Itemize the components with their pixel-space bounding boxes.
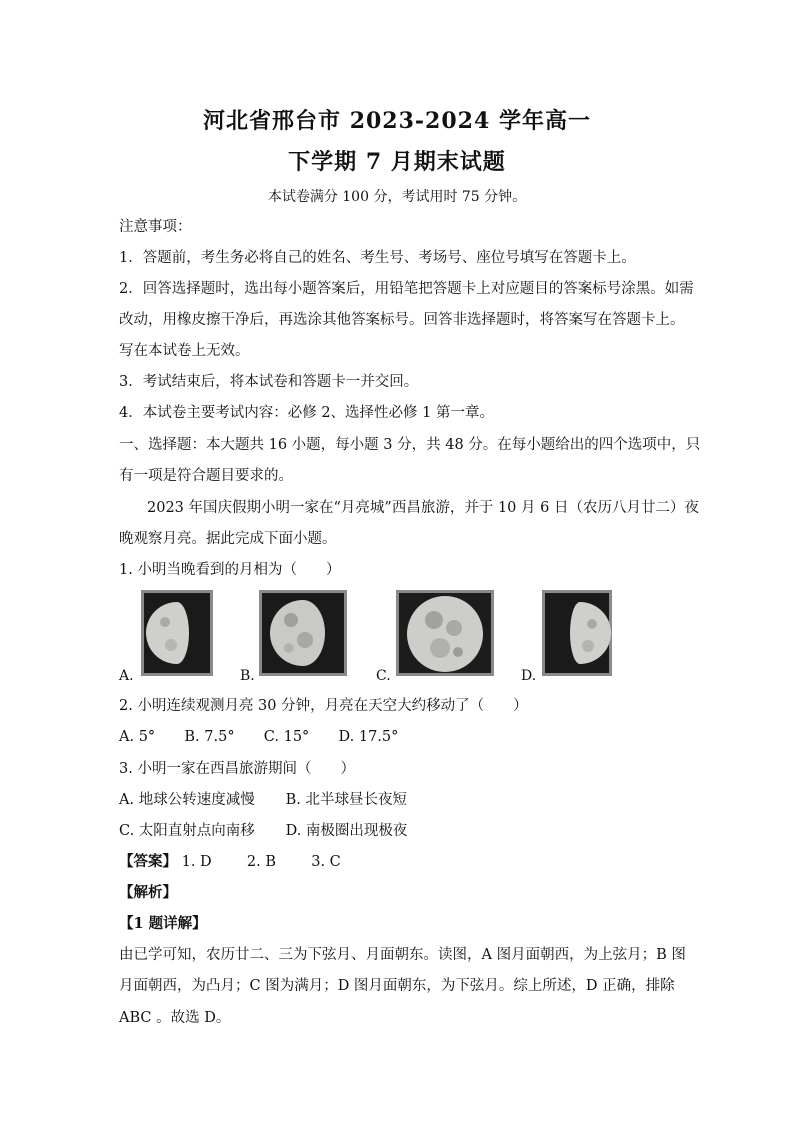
q3-options-row2 <box>119 821 407 841</box>
exam-title-line1: 河北省邢台市 2023-2024 学年高一 <box>203 108 591 134</box>
moon-photo-b <box>259 590 347 676</box>
q2-option-a: A. 5° <box>119 729 156 745</box>
answer-row <box>119 852 341 872</box>
q3-option-c: C. 太阳直射点向南移 <box>119 823 255 839</box>
q2-option-d: D. 17.5° <box>338 729 399 745</box>
note-item: 1．答题前，考生务必将自己的姓名、考生号、考场号、座位号填写在答题卡上。 <box>119 250 636 266</box>
q2-option-b: B. 7.5° <box>184 729 235 745</box>
question-1-stem: 1. 小明当晚看到的月相为（ ） <box>119 562 341 578</box>
question-2-stem: 2. 小明连续观测月亮 30 分钟，月亮在天空大约移动了（ ） <box>119 698 528 714</box>
analysis-sub-label: 【1 题详解】 <box>119 915 207 932</box>
q1-option-b: B. <box>240 668 255 684</box>
analysis-line: ABC 。故选 D。 <box>119 1010 231 1026</box>
analysis-line: 由已学可知，农历廿二、三为下弦月、月面朝东。读图，A 图月面朝西，为上弦月；B 图 <box>119 947 686 963</box>
exam-subtitle: 本试卷满分 100 分，考试用时 75 分钟。 <box>267 189 527 205</box>
answer-label: 【答案】 <box>119 853 177 870</box>
note-item: 改动，用橡皮擦干净后，再选涂其他答案标号。回答非选择题时，将答案写在答题卡上。 <box>119 312 685 328</box>
material-intro-cont: 晚观察月亮。据此完成下面小题。 <box>119 531 337 547</box>
question-3-stem: 3. 小明一家在西昌旅游期间（ ） <box>119 761 355 777</box>
answer-item: 2. B <box>246 854 277 870</box>
q2-option-c: C. 15° <box>263 729 310 745</box>
moon-photo-d <box>542 590 612 676</box>
analysis-line: 月面朝西，为凸月；C 图为满月；D 图月面朝东，为下弦月。综上所述，D 正确，排除 <box>119 978 675 994</box>
analysis-label: 【解析】 <box>119 884 177 901</box>
q1-option-d: D. <box>521 668 537 684</box>
moon-photo-c <box>396 590 494 676</box>
q3-options-row1 <box>119 790 407 810</box>
exam-title-line2: 下学期 7 月期末试题 <box>288 149 506 175</box>
q1-option-a: A. <box>119 668 134 684</box>
material-intro: 2023 年国庆假期小明一家在“月亮城”西昌旅游，并于 10 月 6 日（农历八月廿二）夜 <box>147 500 699 516</box>
q2-options <box>119 727 398 747</box>
note-item: 写在本试卷上无效。 <box>119 343 250 359</box>
answer-item: 3. C <box>311 854 341 870</box>
moon-photo-a <box>141 590 213 676</box>
q3-option-a: A. 地球公转速度减慢 <box>119 792 255 808</box>
section-heading-cont: 有一项是符合题目要求的。 <box>119 468 293 484</box>
note-item: 3．考试结束后，将本试卷和答题卡一并交回。 <box>119 374 419 390</box>
notes-heading: 注意事项： <box>119 219 192 235</box>
q3-option-b: B. 北半球昼长夜短 <box>285 792 407 808</box>
q3-option-d: D. 南极圈出现极夜 <box>285 823 408 839</box>
q1-option-c: C. <box>376 668 391 684</box>
answer-item: 1. D <box>181 854 212 870</box>
section-heading: 一、选择题：本大题共 16 小题，每小题 3 分，共 48 分。在每小题给出的四个选项中，只 <box>119 437 701 453</box>
note-item: 2．回答选择题时，选出每小题答案后，用铅笔把答题卡上对应题目的答案标号涂黑。如需 <box>119 281 694 297</box>
note-item: 4．本试卷主要考试内容：必修 2、选择性必修 1 第一章。 <box>119 405 495 421</box>
